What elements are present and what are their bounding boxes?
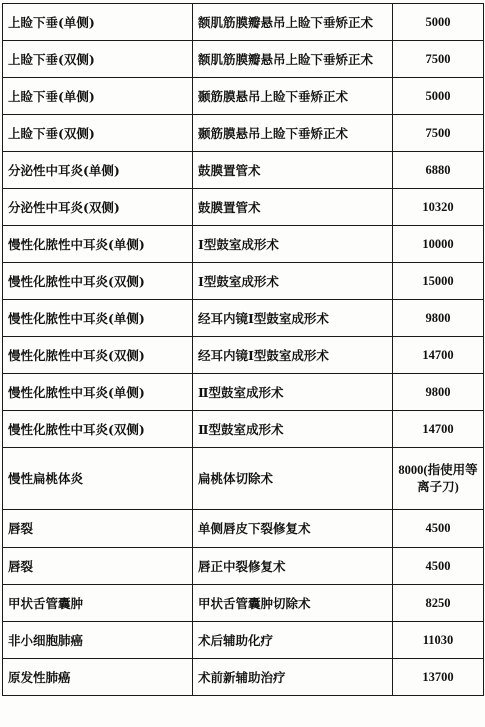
procedure-cell: 鼓膜置管术 <box>193 189 393 226</box>
table-row <box>3 263 484 300</box>
condition-cell: 甲状舌管囊肿 <box>3 585 193 622</box>
condition-cell: 分泌性中耳炎(双侧) <box>3 189 193 226</box>
table-row <box>3 226 484 263</box>
procedure-cell: Ⅱ型鼓室成形术 <box>193 411 393 448</box>
procedure-cell: 鼓膜置管术 <box>193 152 393 189</box>
table-row <box>3 374 484 411</box>
cost-cell: 5000 <box>393 78 484 115</box>
procedure-cell: 甲状舌管囊肿切除术 <box>193 585 393 622</box>
table-row <box>3 448 484 510</box>
cost-cell: 4500 <box>393 510 484 548</box>
table-row <box>3 585 484 622</box>
cost-cell: 14700 <box>393 411 484 448</box>
condition-cell: 慢性扁桃体炎 <box>3 448 193 510</box>
cost-cell: 5000 <box>393 4 484 41</box>
condition-cell: 原发性肺癌 <box>3 659 193 696</box>
condition-cell: 上睑下垂(单侧) <box>3 4 193 41</box>
condition-cell: 唇裂 <box>3 510 193 548</box>
condition-cell: 分泌性中耳炎(单侧) <box>3 152 193 189</box>
table-row <box>3 548 484 585</box>
table-row <box>3 189 484 226</box>
cost-cell: 10000 <box>393 226 484 263</box>
table-row <box>3 300 484 337</box>
cost-cell: 14700 <box>393 337 484 374</box>
cost-cell: 6880 <box>393 152 484 189</box>
procedure-cost-table <box>2 3 484 696</box>
condition-cell: 慢性化脓性中耳炎(单侧) <box>3 374 193 411</box>
table-row <box>3 4 484 41</box>
cost-cell: 10320 <box>393 189 484 226</box>
cost-cell: 7500 <box>393 41 484 78</box>
condition-cell: 慢性化脓性中耳炎(单侧) <box>3 226 193 263</box>
condition-cell: 慢性化脓性中耳炎(双侧) <box>3 411 193 448</box>
procedure-cell: 术前新辅助治疗 <box>193 659 393 696</box>
condition-cell: 慢性化脓性中耳炎(双侧) <box>3 337 193 374</box>
table-row <box>3 659 484 696</box>
condition-cell: 非小细胞肺癌 <box>3 622 193 659</box>
procedure-cell: Ⅰ型鼓室成形术 <box>193 226 393 263</box>
table-row <box>3 337 484 374</box>
table-row <box>3 411 484 448</box>
cost-cell: 8250 <box>393 585 484 622</box>
procedure-cell: Ⅱ型鼓室成形术 <box>193 374 393 411</box>
cost-cell: 13700 <box>393 659 484 696</box>
procedure-cell: 颞筋膜悬吊上睑下垂矫正术 <box>193 78 393 115</box>
cost-cell: 8000(指使用等离子刀) <box>393 448 484 510</box>
procedure-cell: 额肌筋膜瓣悬吊上睑下垂矫正术 <box>193 4 393 41</box>
table-row <box>3 622 484 659</box>
table-row <box>3 41 484 78</box>
condition-cell: 唇裂 <box>3 548 193 585</box>
table-row <box>3 78 484 115</box>
cost-cell: 9800 <box>393 300 484 337</box>
procedure-cell: 单侧唇皮下裂修复术 <box>193 510 393 548</box>
condition-cell: 慢性化脓性中耳炎(单侧) <box>3 300 193 337</box>
cost-cell: 4500 <box>393 548 484 585</box>
procedure-cell: 额肌筋膜瓣悬吊上睑下垂矫正术 <box>193 41 393 78</box>
condition-cell: 上睑下垂(单侧) <box>3 78 193 115</box>
cost-cell: 11030 <box>393 622 484 659</box>
table-row <box>3 115 484 152</box>
condition-cell: 慢性化脓性中耳炎(双侧) <box>3 263 193 300</box>
condition-cell: 上睑下垂(双侧) <box>3 41 193 78</box>
procedure-cell: 经耳内镜Ⅰ型鼓室成形术 <box>193 337 393 374</box>
condition-cell: 上睑下垂(双侧) <box>3 115 193 152</box>
procedure-cell: Ⅰ型鼓室成形术 <box>193 263 393 300</box>
table-row <box>3 510 484 548</box>
procedure-cell: 扁桃体切除术 <box>193 448 393 510</box>
procedure-cell: 术后辅助化疗 <box>193 622 393 659</box>
procedure-cell: 经耳内镜Ⅰ型鼓室成形术 <box>193 300 393 337</box>
cost-cell: 9800 <box>393 374 484 411</box>
cost-cell: 7500 <box>393 115 484 152</box>
procedure-cell: 颞筋膜悬吊上睑下垂矫正术 <box>193 115 393 152</box>
table-row <box>3 152 484 189</box>
cost-cell: 15000 <box>393 263 484 300</box>
procedure-cell: 唇正中裂修复术 <box>193 548 393 585</box>
